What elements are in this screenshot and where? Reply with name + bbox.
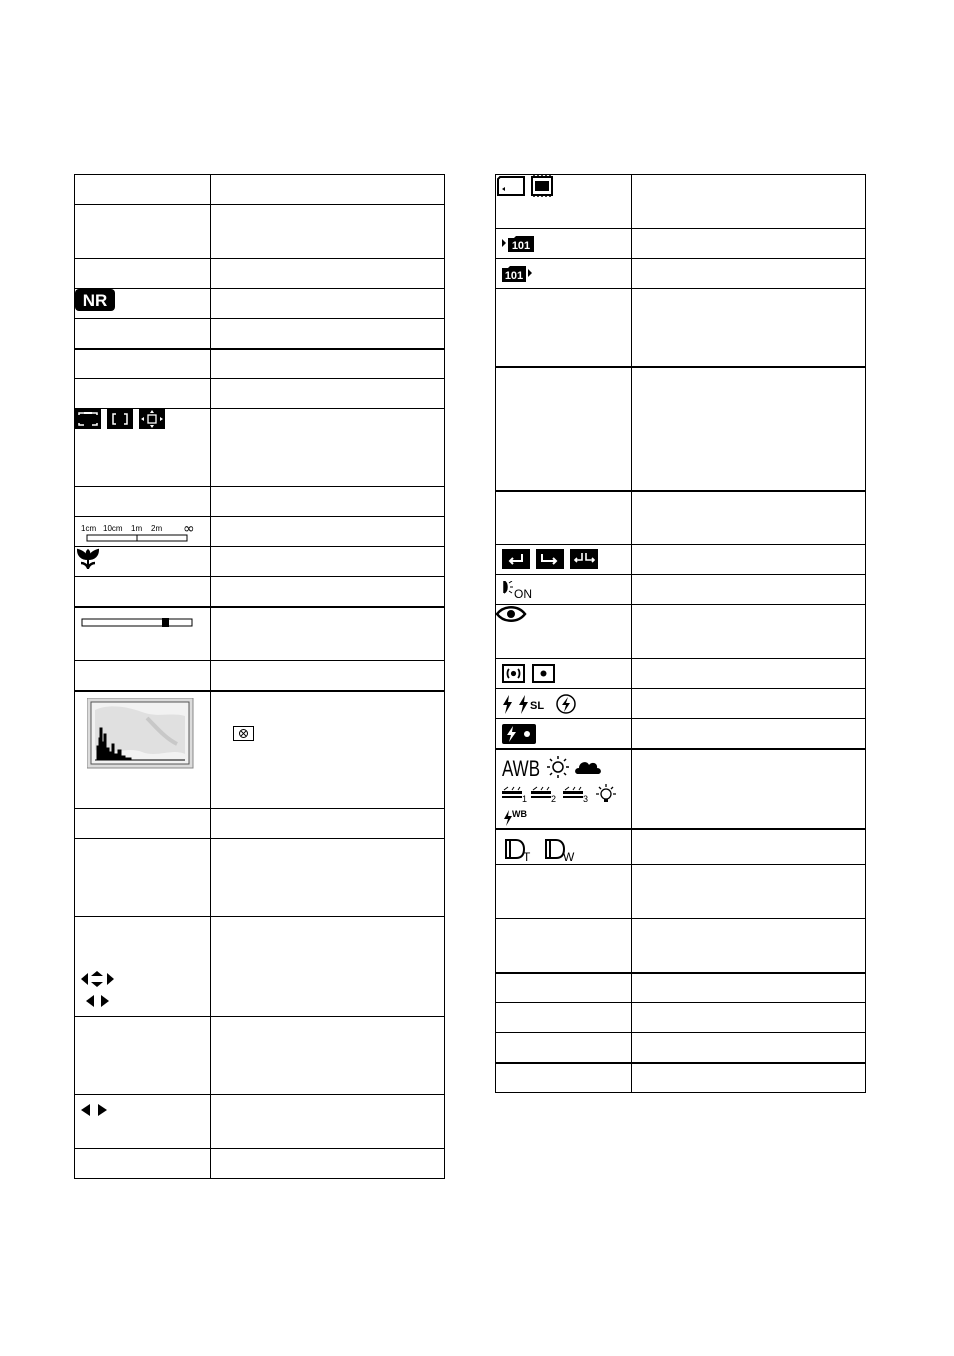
folder-prev-number: 101 [504,270,524,282]
cell-desc [211,409,445,487]
cell-icon [496,259,632,289]
cell-icon [75,917,211,1017]
control-button-arrows-icon [81,971,121,1011]
cell-desc [632,289,866,367]
slow-sync-text: SL [530,700,545,712]
cell-icon [496,719,632,749]
zoom-wide-icon [546,840,575,863]
cell-icon [496,491,632,545]
cell-icon [496,749,632,829]
flash-off-icon [557,695,575,713]
fluorescent-1-num: 1 [522,793,528,804]
cell-icon [75,259,211,289]
cloudy-icon [575,762,601,774]
cell-icon [496,1003,632,1033]
cell-icon [496,689,632,719]
noise-reduction-icon [75,289,117,311]
macro-icon [75,547,101,569]
cell-desc [211,517,445,547]
cell-desc [211,661,445,691]
cell-desc [211,205,445,259]
cell-desc [632,659,866,689]
left-indicator-table [74,174,445,1179]
cell-desc [632,575,866,605]
internal-memory-icon [532,175,552,197]
scale-label-2m: 2m [151,524,163,533]
multipoint-af-icon [75,409,101,429]
cell-icon [496,659,632,689]
cell-desc [632,605,866,659]
cell-desc [632,689,866,719]
cell-desc [632,259,866,289]
cell-icon [496,919,632,973]
folder-next-icon [502,235,536,253]
cell-desc [632,1033,866,1063]
cell-desc [632,545,866,575]
fluorescent-2-icon [531,787,556,804]
fluorescent-2-num: 2 [551,793,557,804]
cell-desc [632,1003,866,1033]
cell-icon [75,1149,211,1179]
cell-icon [75,517,211,547]
cell-desc [632,491,866,545]
cell-desc [632,229,866,259]
cell-desc [632,175,866,229]
flexible-spot-af-icon [139,409,165,429]
folder-next-number: 101 [511,240,531,252]
memory-card-icon [498,177,524,195]
slow-sync-icon [519,695,528,714]
burst-icon [502,549,530,569]
exposure-bracket-icon [536,549,564,569]
left-right-arrows-icon [81,1103,113,1117]
cell-desc [211,487,445,517]
cell-icon [75,289,211,319]
drive-mode-icons [502,549,602,571]
cell-icon [75,205,211,259]
right-indicator-table [495,174,866,1093]
zoom-tele-text: T [523,849,531,863]
cell-desc [632,919,866,973]
cell-icon [75,839,211,917]
cell-icon [75,607,211,661]
cell-desc [632,719,866,749]
cell-desc [211,349,445,379]
cell-icon [75,487,211,517]
fluorescent-3-num: 3 [583,793,589,804]
exposure-bar-icon [81,617,195,629]
flash-wb-text: WB [512,808,527,819]
focus-distance-scale [81,522,199,544]
cell-desc [632,865,866,919]
cell-icon [75,809,211,839]
cell-icon [75,547,211,577]
scale-label-1cm: 1cm [81,524,97,533]
cell-icon [75,409,211,487]
cell-desc [211,577,445,607]
histogram-icon [87,698,195,770]
fluorescent-3-icon [563,787,588,804]
cell-desc [211,547,445,577]
folder-prev-icon [502,265,536,283]
cell-icon [496,229,632,259]
scale-label-1m: 1m [131,524,143,533]
cell-icon [75,175,211,205]
cell-desc [211,379,445,409]
center-weighted-metering-icon [503,665,524,682]
cell-icon [496,1063,632,1093]
cell-desc [632,829,866,865]
cell-icon [75,319,211,349]
cell-desc [632,973,866,1003]
wb-auto-text: AWB [502,755,540,781]
scale-label-10cm: 10cm [103,524,123,533]
cell-icon [496,1033,632,1063]
cell-desc [211,809,445,839]
red-eye-reduction-icon [496,605,528,625]
cell-icon [496,545,632,575]
cell-desc [211,1095,445,1149]
cell-desc [632,1063,866,1093]
flash-wb-icon [504,810,512,826]
recording-media-icons [496,175,560,199]
cell-desc [211,259,445,289]
cell-icon [496,829,632,865]
cell-icon [75,379,211,409]
cell-icon [75,1017,211,1095]
fluorescent-1-icon [502,787,527,804]
cell-desc [211,175,445,205]
af-range-finder-icons [75,409,171,431]
daylight-icon [547,756,569,778]
cell-desc [632,367,866,491]
cell-icon [496,973,632,1003]
cell-icon [496,175,632,229]
cell-desc [211,1017,445,1095]
cell-icon [496,289,632,367]
flash-charging-icon [502,724,538,744]
cell-desc [211,691,445,809]
cell-icon [75,1095,211,1149]
multi-burst-icon [570,549,598,569]
cell-icon [75,349,211,379]
spot-metering-icon [533,665,554,682]
cell-icon [75,691,211,809]
cell-desc [211,607,445,661]
white-balance-icons [502,754,626,828]
metering-mode-icons [502,664,566,684]
cell-icon [75,661,211,691]
zoom-scaling-icons [504,837,588,863]
scale-label-infinity: ∞ [183,522,195,537]
nr-icon-text: NR [82,291,108,310]
cell-desc [211,1149,445,1179]
flash-auto-icon [503,695,512,714]
af-illuminator-icon [502,581,542,601]
cell-desc [211,917,445,1017]
zoom-wide-text: W [563,849,575,863]
cell-icon [496,865,632,919]
flash-mode-icons [502,694,582,716]
cell-desc [211,289,445,319]
center-af-icon [107,409,133,429]
cell-desc [211,319,445,349]
cell-icon [496,575,632,605]
warning-cross-icon [233,726,255,742]
cell-icon [496,605,632,659]
cell-icon [496,367,632,491]
incandescent-icon [596,784,616,802]
cell-desc [211,839,445,917]
cell-desc [632,749,866,829]
zoom-tele-icon [506,840,531,863]
cell-icon [75,577,211,607]
af-illuminator-on-text: ON [514,587,532,601]
